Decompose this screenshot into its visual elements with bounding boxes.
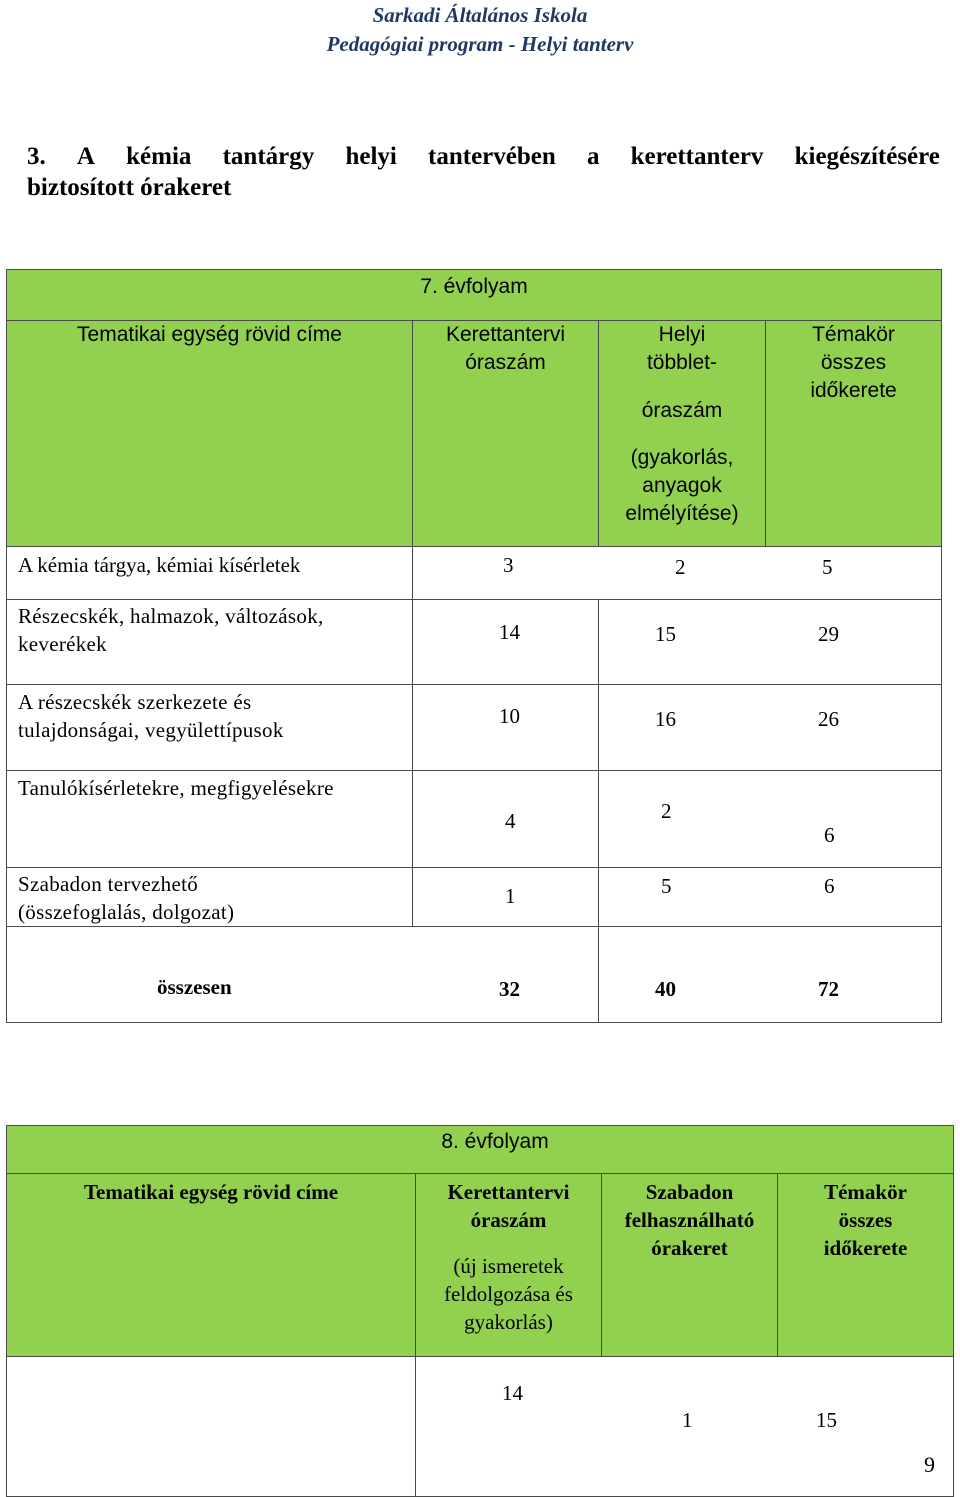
- col-header-free-hours: Szabadon felhasználható órakeret: [624, 1180, 755, 1260]
- table-row: [7, 547, 942, 600]
- table-row: [7, 1357, 954, 1497]
- col-header-framework-hours: Kerettantervi óraszám: [445, 323, 566, 374]
- row-topic-total: 5: [822, 555, 833, 579]
- row-extra-hours: 2: [661, 799, 672, 823]
- col-header-topic-total: Témakör összes időkerete: [810, 323, 897, 402]
- heading-word: kémia: [126, 143, 192, 170]
- heading-word: a: [586, 143, 600, 170]
- heading-word: helyi: [345, 143, 397, 170]
- row-extra-hours: 15: [655, 622, 676, 646]
- heading-word: kerettanterv: [630, 143, 764, 170]
- row-framework-hours: 14: [499, 620, 520, 644]
- heading-word: kiegészítésére: [794, 143, 940, 170]
- document-subtitle: Pedagógiai program - Helyi tanterv: [326, 32, 634, 56]
- grade7-header-row: [7, 321, 942, 547]
- col-header-extra-hours-note: (gyakorlás, anyagok elmélyítése): [625, 446, 739, 525]
- school-name: Sarkadi Általános Iskola: [372, 3, 588, 27]
- row-extra-hours: 5: [661, 874, 672, 898]
- total-label: összesen: [157, 975, 232, 999]
- row-topic-name: A kémia tárgya, kémiai kísérletek: [18, 553, 301, 577]
- heading-word: tantárgy: [222, 143, 315, 170]
- grade7-title-row: [7, 270, 942, 321]
- grade8-table: [6, 1125, 954, 1497]
- col-header-framework-hours-title: Kerettantervi óraszám: [447, 1180, 570, 1232]
- table-row: [7, 685, 942, 771]
- row-topic-name: Szabadon tervezhető (összefoglalás, dolgozat): [18, 872, 235, 924]
- row-free-hours: 1: [682, 1408, 693, 1432]
- row-extra-hours: 2: [675, 555, 686, 579]
- col-header-extra-hours-line2: óraszám: [641, 399, 723, 422]
- section-heading: [27, 141, 940, 203]
- row-topic-total: 26: [818, 707, 839, 731]
- row-topic-total: 29: [818, 622, 839, 646]
- table-row: [7, 600, 942, 685]
- grade7-table: [6, 269, 942, 1023]
- table-row: [7, 771, 942, 868]
- row-framework-hours: 14: [502, 1381, 523, 1405]
- col-header-topic-total: Témakör összes időkerete: [823, 1180, 908, 1260]
- col-header-framework-hours: [416, 1174, 601, 1336]
- col-header-extra-hours: [599, 321, 765, 528]
- heading-word: tantervében: [428, 143, 556, 170]
- row-topic-name: A részecskék szerkezete és tulajdonságai, vegyülettípusok: [18, 690, 284, 742]
- row-topic-name: Részecskék, halmazok, változások, keverékek: [18, 604, 324, 656]
- section-heading-line2: biztosított órakeret: [27, 174, 232, 201]
- row-framework-hours: 4: [505, 809, 516, 833]
- col-header-topic: Tematikai egység rövid címe: [83, 1180, 339, 1204]
- row-framework-hours: 1: [505, 884, 516, 908]
- col-header-extra-hours-line1: Helyi többlet-: [646, 323, 718, 374]
- section-heading-line1: [27, 141, 940, 172]
- grade8-header-row: [7, 1174, 954, 1357]
- grade8-title-row: [7, 1126, 954, 1174]
- total-topic-total: 72: [818, 977, 839, 1001]
- heading-word: 3.: [27, 143, 46, 170]
- row-framework-hours: 10: [499, 704, 520, 728]
- row-framework-hours: 3: [503, 553, 514, 577]
- table-row: [7, 868, 942, 927]
- row-topic-total: 6: [824, 823, 835, 847]
- grade7-title: 7. évfolyam: [420, 275, 528, 298]
- col-header-framework-hours-note: (új ismeretek feldolgozása és gyakorlás): [444, 1254, 573, 1334]
- row-extra-hours: 16: [655, 707, 676, 731]
- total-row: [7, 927, 942, 1023]
- row-topic-total: 6: [824, 874, 835, 898]
- page-number: 9: [924, 1452, 935, 1477]
- total-framework-hours: 32: [499, 977, 520, 1001]
- total-extra-hours: 40: [655, 977, 676, 1001]
- row-topic-total: 15: [816, 1408, 837, 1432]
- grade8-title: 8. évfolyam: [441, 1130, 549, 1153]
- row-topic-name: Tanulókísérletekre, megfigyelésekre: [18, 776, 334, 800]
- col-header-topic: Tematikai egység rövid címe: [77, 323, 342, 346]
- heading-word: A: [76, 143, 95, 170]
